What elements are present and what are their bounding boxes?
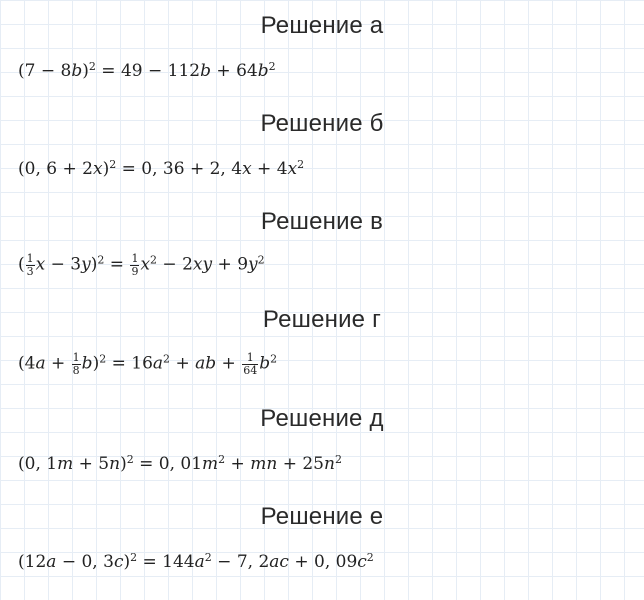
- formula-v: ( $\frac{1}{3}$ x − 3y)$^2$ = $\frac{1}{9}$ $x^2 - 2xy + 9y^2$: [18, 252, 265, 278]
- formula-e: (12a − 0, $3c)^2 = 144a^2 - 7$, 2ac + 0, $09c^2$: [18, 550, 374, 572]
- heading-solution-g: Решение г: [262, 306, 382, 333]
- fraction: $\frac{1}{8}$: [72, 351, 80, 377]
- heading-solution-d: Решение д: [260, 405, 384, 432]
- formula-a: $(7 - 8b)^2 = 49 - 112b + 64b^2$: [18, 59, 276, 81]
- fraction: $\frac{1}{64}$: [243, 351, 258, 377]
- heading-solution-b: Решение б: [260, 110, 384, 137]
- formula-g: (4a + $\frac{1}{8}$ $b)^2 = 16a^2$ + ab + $\frac{1}{64}$ $b^2$: [18, 351, 278, 377]
- formula-d: (0, 1m + 5n)$^2$ = 0, $01m^2$ + mn + $25n^2$: [18, 452, 342, 474]
- heading-solution-e: Решение е: [260, 503, 384, 530]
- heading-solution-a: Решение а: [260, 12, 384, 39]
- fraction: $\frac{1}{3}$: [26, 252, 34, 278]
- heading-solution-v: Решение в: [260, 208, 384, 235]
- fraction: $\frac{1}{9}$: [131, 252, 139, 278]
- formula-b: (0, 6 + 2x)$^2$ = 0, 36 + 2, $4x + 4x^2$: [18, 157, 305, 179]
